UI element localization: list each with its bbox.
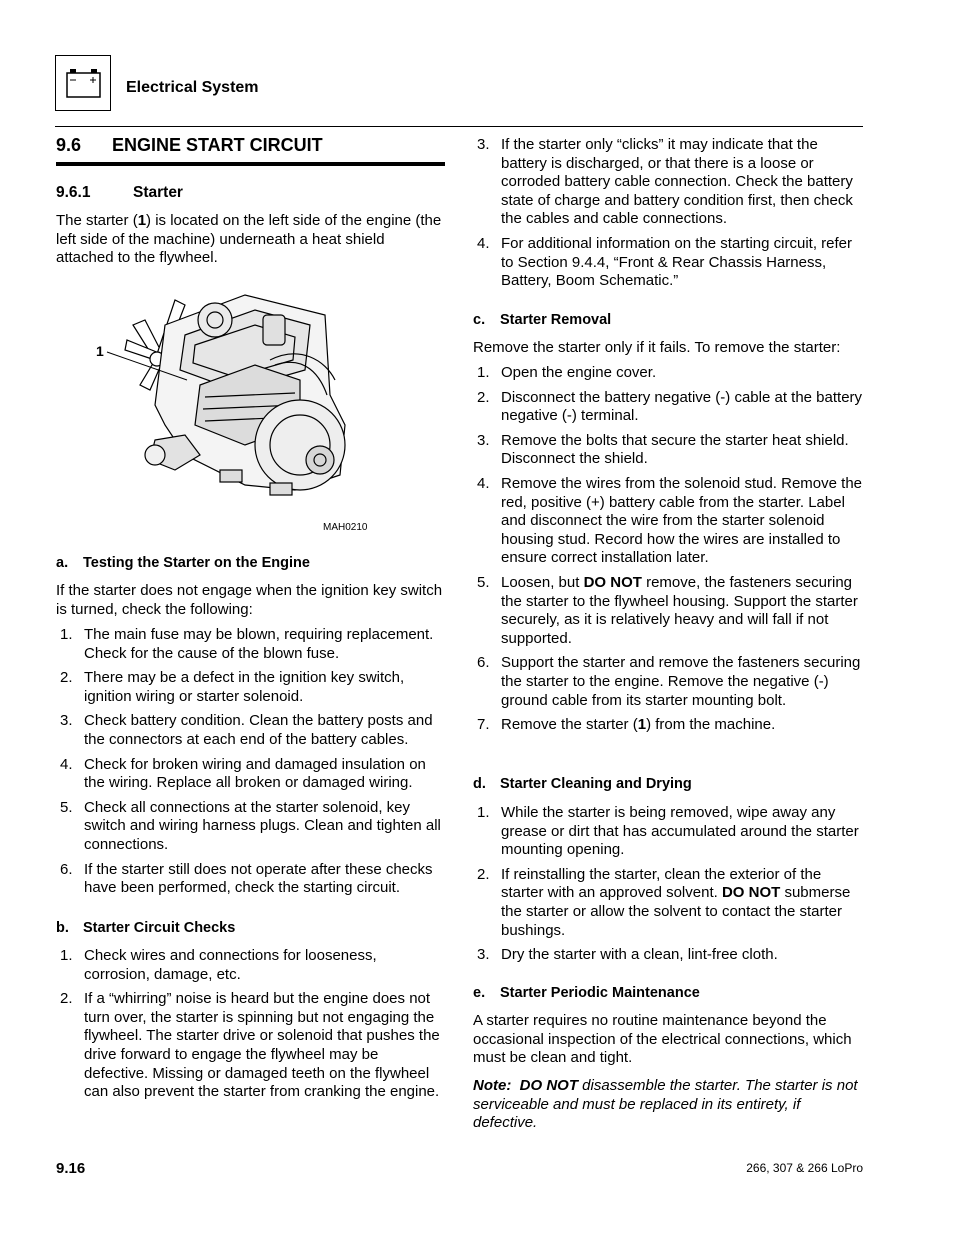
testing-heading [56, 555, 446, 571]
list-item: 3. If the starter only “clicks” it may indicate that the battery is discharged, or that there is a loose or corroded battery cable connection. Check the battery state of charge and battery condition first, then check the cables and cable connections. [477, 136, 853, 228]
list-item: 1. The main fuse may be blown, requiring replacement. Check for the cause of the blown fuse. [60, 626, 434, 662]
checks-title: Starter Circuit Checks [83, 920, 236, 936]
list-item: 6. Support the starter and remove the fasteners securing the starter to the engine. Remove the negative (-) ground cable from its starter mounting bolt. [477, 654, 861, 709]
testing-intro: If the starter does not engage when the ignition key switch is turned, check the following: [56, 582, 443, 618]
list-item: 5. Check all connections at the starter solenoid, key switch and wiring harness plugs. Clean and tighten all connections. [60, 798, 441, 853]
checks-letter: b. [56, 920, 69, 936]
removal-list [473, 364, 863, 741]
page-number: 9.16 [56, 1160, 86, 1177]
list-item-text: If a “whirring” noise is heard but the engine does not turn over, the starter is spinning but not engaging the flywheel. The starter drive or solenoid that pushes the drive forward to engage the flywheel may be defective. Missing or damaged teeth on the flywheel can also prevent the starter from cranking the engine. [84, 990, 440, 1101]
note-label: Note: [473, 1077, 512, 1094]
list-item-text: Remove the wires from the solenoid stud. Remove the red, positive (+) battery cable from the starter. Label and disconnect the wire from the starter solenoid housing stud. Record how the wires are installed to ensure correct installation later. [501, 474, 863, 567]
list-item-text: If the starter only “clicks” it may indicate that the battery is discharged, or that there is a loose or corroded battery cable connection. Check the battery state of charge and battery condition first, then check the cables and cable connections. [501, 136, 853, 228]
removal-letter: c. [473, 312, 486, 328]
list-item-text: Remove the bolts that secure the starter heat shield. Disconnect the shield. [501, 431, 849, 468]
list-item: 5. Loosen, but DO NOT remove, the fasteners securing the starter to the flywheel housing. Support the starter securely, as it is relatively heavy and will fall if not supported. [477, 573, 858, 647]
list-item: 3. Remove the bolts that secure the starter heat shield. Disconnect the shield. [477, 431, 849, 468]
cleaning-heading [473, 776, 863, 792]
intro-text-post: ) is located on the left side of the engine (the left side of the machine) underneath a heat shield attached to the flywheel. [56, 212, 442, 267]
intro-ref: 1 [137, 212, 147, 229]
subsection-title: Starter [133, 184, 183, 201]
intro-paragraph [56, 212, 446, 268]
checks-heading [56, 920, 446, 936]
list-item-emphasis: 1 [637, 716, 647, 734]
testing-letter: a. [56, 555, 69, 571]
section-title: ENGINE START CIRCUIT [112, 135, 323, 155]
list-item-text: submerse the starter or allow the solvent to contact the starter bushings. [501, 884, 851, 939]
maintenance-note [473, 1077, 863, 1133]
list-item-text: Check for broken wiring and damaged insulation on the wiring. Replace all broken or damaged wiring. [84, 755, 426, 792]
cleaning-letter: d. [473, 776, 486, 792]
list-item-text: While the starter is being removed, wipe away any grease or dirt that has accumulated around the starter mounting opening. [501, 804, 859, 859]
list-item-text: Support the starter and remove the fasteners securing the starter to the engine. Remove the negative (-) ground cable from its starter mounting bolt. [501, 654, 861, 709]
list-item: 1. Check wires and connections for looseness, corrosion, damage, etc. [60, 947, 377, 983]
removal-intro: Remove the starter only if it fails. To remove the starter: [473, 339, 841, 356]
removal-title: Starter Removal [500, 312, 612, 328]
list-item-text: The main fuse may be blown, requiring replacement. Check for the cause of the blown fuse. [84, 626, 434, 662]
list-item-text: Check battery condition. Clean the battery posts and the connectors at each end of the battery cables. [84, 712, 433, 748]
list-item: 3. Check battery condition. Clean the battery posts and the connectors at each end of the battery cables. [60, 712, 433, 748]
list-item-text: If reinstalling the starter, clean the exterior of the starter with an approved solvent. [501, 865, 822, 902]
list-item: 4. For additional information on the starting circuit, refer to Section 9.4.4, “Front & Rear Chassis Harness, Battery, Boom Schematic.” [477, 234, 852, 290]
list-item-text: ) from the machine. [646, 716, 776, 734]
list-item: 4. Check for broken wiring and damaged insulation on the wiring. Replace all broken or damaged wiring. [60, 755, 426, 792]
maintenance-title: Starter Periodic Maintenance [500, 985, 700, 1001]
subsection-number: 9.6.1 [56, 184, 91, 201]
engine-illustration [95, 285, 395, 535]
checks-list-left [56, 947, 446, 1108]
list-item-text: Remove the starter ( [501, 716, 638, 734]
list-item-emphasis: DO NOT [721, 884, 781, 902]
list-item-emphasis: DO NOT [583, 573, 642, 591]
list-item: 1. While the starter is being removed, wipe away any grease or dirt that has accumulated around the starter mounting opening. [477, 804, 859, 859]
header-title: Electrical System [126, 79, 259, 96]
section-heading [56, 135, 445, 166]
cleaning-list [473, 804, 863, 971]
battery-icon [55, 55, 111, 111]
header-divider [55, 126, 863, 127]
list-item: 2. There may be a defect in the ignition key switch, ignition wiring or starter solenoid. [60, 669, 405, 705]
testing-title: Testing the Starter on the Engine [83, 555, 310, 571]
list-item-text: Check wires and connections for looseness, corrosion, damage, etc. [84, 947, 377, 983]
list-item-text: Loosen, but [501, 573, 584, 591]
list-item: 3. Dry the starter with a clean, lint-free cloth. [477, 946, 778, 964]
maintenance-heading [473, 985, 863, 1001]
maintenance-text: A starter requires no routine maintenance beyond the occasional inspection of the electrical connections, which must be clean and tight. [473, 1012, 852, 1067]
list-item: 2. If reinstalling the starter, clean the exterior of the starter with an approved solvent. DO NOT submerse the starter or allow the solvent to contact the starter bushings. [477, 865, 851, 939]
list-item: 2. If a “whirring” noise is heard but the engine does not turn over, the starter is spinning but not engaging the flywheel. The starter drive or solenoid that pushes the drive forward to engage the flywheel may be defective. Missing or damaged teeth on the flywheel can also prevent the starter from cranking the engine. [60, 990, 440, 1101]
testing-list [56, 626, 446, 904]
list-item: 1. Open the engine cover. [477, 364, 657, 381]
note-text: disassemble the starter. The starter is not serviceable and must be replaced in its entirety, if defective. [473, 1077, 858, 1132]
note-emphasis: DO NOT [519, 1077, 579, 1094]
list-item-text: Disconnect the battery negative (-) cable at the battery negative (-) terminal. [501, 388, 863, 425]
list-item: 2. Disconnect the battery negative (-) cable at the battery negative (-) terminal. [477, 388, 863, 425]
subsection-heading [56, 184, 183, 202]
list-item-text: Check all connections at the starter solenoid, key switch and wiring harness plugs. Clean and tighten all connections. [84, 798, 441, 853]
intro-text-pre: The starter ( [56, 212, 138, 229]
removal-heading [473, 312, 863, 328]
maintenance-letter: e. [473, 985, 486, 1001]
list-item-text: There may be a defect in the ignition key switch, ignition wiring or starter solenoid. [84, 669, 405, 705]
list-item: 4. Remove the wires from the solenoid stud. Remove the red, positive (+) battery cable from the starter. Label and disconnect the wire from the starter solenoid housing stud. Record how the wires are installed to ensure correct installation later. [477, 474, 863, 567]
list-item-text: If the starter still does not operate after these checks have been performed, check the starting circuit. [84, 860, 433, 897]
checks-list-right [473, 136, 863, 297]
footer-models: 266, 307 & 266 LoPro [746, 1161, 863, 1175]
list-item-text: Open the engine cover. [501, 364, 657, 381]
section-number: 9.6 [56, 135, 82, 155]
list-item-text: remove, the fasteners securing the starter to the flywheel housing. Support the starter securely, as it is relatively heavy and will fall if not supported. [501, 573, 858, 647]
list-item-text: Dry the starter with a clean, lint-free cloth. [501, 946, 778, 964]
figure-code: MAH0210 [323, 522, 368, 533]
list-item: 7. Remove the starter (1) from the machine. [477, 716, 776, 734]
cleaning-title: Starter Cleaning and Drying [500, 776, 692, 792]
list-item: 6. If the starter still does not operate after these checks have been performed, check the starting circuit. [60, 860, 433, 897]
list-item-text: For additional information on the starting circuit, refer to Section 9.4.4, “Front & Rear Chassis Harness, Battery, Boom Schematic.” [501, 234, 852, 290]
figure-callout: 1 [96, 343, 104, 359]
